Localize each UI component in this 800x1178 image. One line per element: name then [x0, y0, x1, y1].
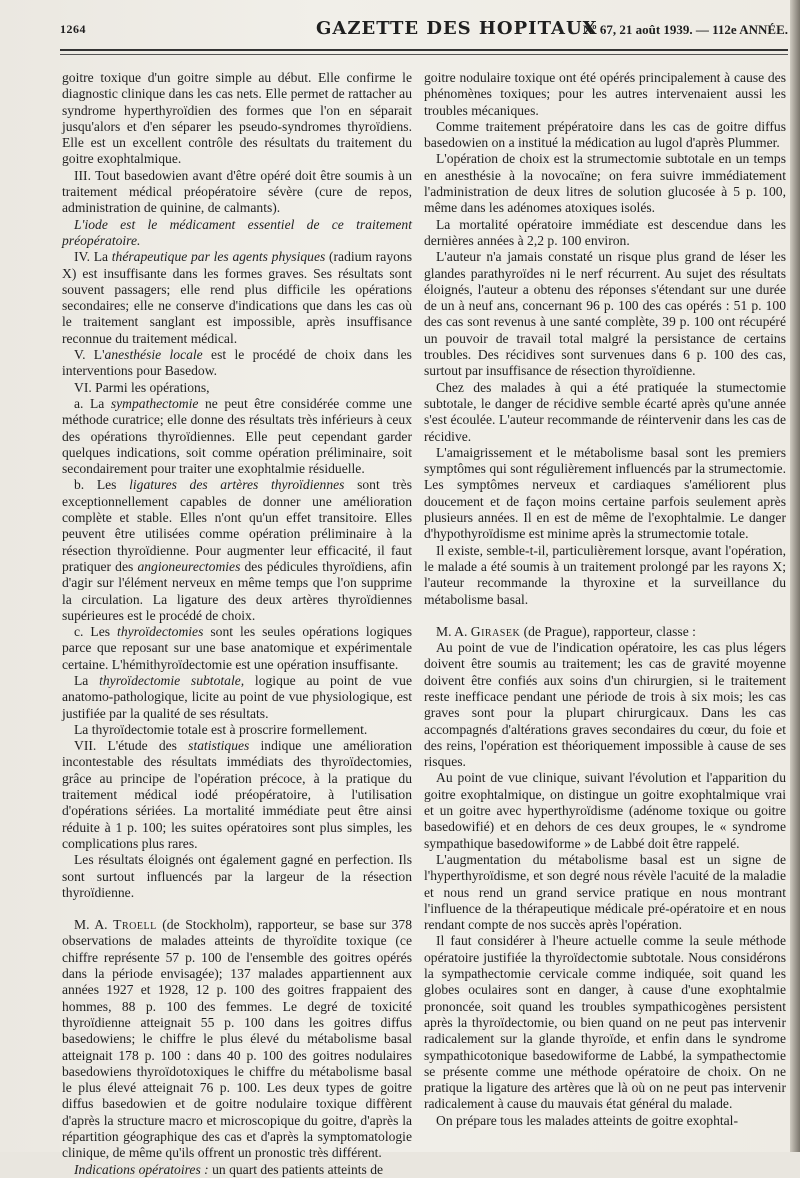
issue-info: Nº 67, 21 août 1939. — 112e ANNÉE. [582, 22, 788, 37]
paragraph: Au point de vue de l'indication opératoire, les cas plus légers doivent être soumis au traitement; les cas de gravité moyenne doivent être confiés aux soins d'un chirurgien, si le traitement reste inefficace pendant une période de trois à six mois; les cas graves sont pour la plupart chirurgicaux. Dans les cas accompagnés d'altérations graves secondaires du cœur, du foie et des reins, l'opération est théoriquement impossible à cause de ses risques. [424, 640, 786, 770]
paragraph: V. L'anesthésie locale est le procédé de choix dans les interventions pour Basedow. [62, 347, 412, 379]
right-column [424, 70, 786, 1129]
paragraph: Il existe, semble-t-il, particulièrement lorsque, avant l'opération, le malade a été soumis à un traitement prolongé par les rayons X; l'auteur recommande la thyroxine et la surveillance du métabolisme basal. [424, 542, 786, 607]
paragraph: III. Tout basedowien avant d'être opéré doit être soumis à un traitement médical préopératoire sévère (cure de repos, administration de quinine, de calmants). [62, 167, 412, 216]
paragraph: La mortalité opératoire immédiate est descendue dans les dernières années à 2,2 p. 100 environ. [424, 216, 786, 248]
left-column [62, 70, 412, 1178]
page-number: 1264 [60, 22, 86, 36]
paragraph: L'opération de choix est la strumectomie subtotale en un temps en anesthésie à la novocaïne; on fera suivre immédiatement l'administration de deux litres de solution glucosée à 5 p. 100, même dans les adénomes atoxiques isolés. [424, 151, 786, 216]
paragraph: Indications opératoires : un quart des patients atteints de [74, 1161, 384, 1177]
paragraph: M. A. Girasek (de Prague), rapporteur, classe : [436, 623, 696, 639]
paragraph: IV. La thérapeutique par les agents physiques (radium rayons X) est insuffisante dans les formes graves. Ses résultats sont souvent passagers; elle rend plus difficile les opérations secondaires; elle ne conserve d'indications que dans les cas où le traitement sanglant est impossible, après insuffisance reconnue du traitement médical. [62, 249, 413, 346]
author-name: Girasek [470, 623, 521, 639]
paragraph: VII. L'étude des statistiques indique une amélioration incontestable des résultats immédiats des thyroïdectomies, grâce au principe de l'opération précoce, à la pratique du traitement médical iodé préopératoire, à l'utilisation d'opérations sériées. La mortalité immédiate peut être ainsi réduite à 1 p. 100; les suites opératoires sont plus simples, les complications plus rares. [62, 738, 413, 851]
header-rule [60, 49, 788, 51]
paragraph: L'auteur n'a jamais constaté un risque plus grand de léser les glandes parathyroïdes ni le nerf récurrent. Au sujet des résultats éloignés, l'auteur a obtenu des réponses s'étendant sur une durée de un à neuf ans, concernant 96 p. 100 des cas opérés : 51 p. 100 des cas sont revenus à une santé complète, 39 p. 100 ont récupéré un pouvoir de travail total malgré la persistance de certains troubles. Des récidives sont survenues dans 6 p. 100 des cas, surtout par insuffisance de résection thyroïdienne. [424, 249, 786, 379]
paragraph: La thyroïdectomie subtotale, logique au point de vue anatomo-pathologique, licite au point de vue physiologique, est justifiée par la qualité de ses résultats. [62, 672, 412, 721]
paragraph: Il faut considérer à l'heure actuelle comme la seule méthode opératoire justifiée la thyroïdectomie subtotale. Nous considérons la sympathectomie cervicale comme indiquée, soit quand les globes oculaires sont en danger, à cause d'une exophtalmie prononcée, soit quand les troubles sympathicogènes persistent après la thyroïdectomie, ou bien quand on ne peut pas intervenir radicalement sur la glande thyroïde, et enfin dans le syndrome sympathicotonique basedowiforme de Labbé, la sympathectomie se présente comme une méthode opératoire de choix. On ne pratique la ligature des artères que là où on ne peut pas intervenir radicalement à cause du mauvais état général du malade. [424, 933, 786, 1112]
paragraph: b. Les ligatures des artères thyroïdiennes sont très exceptionnellement capables de donner une amélioration complète et stable. Elles n'ont qu'un effet transitoire. Elles peuvent être utilisées comme opération préliminaire à la résection thyroïdienne. Pour augmenter leur efficacité, il faut pratiquer des angioneurectomies des pédicules thyroïdiens, afin d'agir sur l'élément nerveux en même temps que l'on supprime la circulation. La ligature des deux artères thyroïdiennes supérieures est le procédé de choix. [62, 477, 413, 623]
paragraph: c. Les thyroïdectomies sont les seules opérations logiques parce que reposant sur une base anatomique et expérimentale certaine. L'hémithyroïdectomie est une opération insuffisante. [62, 624, 412, 672]
paragraph: M. A. Troell (de Stockholm), rapporteur, se base sur 378 observations de malades atteints de thyroïdite toxique (ce chiffre représente 57 p. 100 de l'ensemble des goitres opérés dans la période envisagée); 137 malades appartiennent aux années 1927 et 1928, 12 p. 100 des goitres frappaient des hommes, 88 p. 100 des femmes. Le degré de toxicité thyroïdienne atteignait 55 p. 100 dans les goitres diffus basedowiens; le chiffre le plus élevé du métabolisme basal atteignait 178 p. 100 : dans 40 p. 100 des goitres nodulaires basedowiens thyroïdotoxiques le chiffre du métabolisme basal le plus élevé atteignait 76 p. 100. Les deux types de goitre diffus basedowien et de goitre nodulaire toxique diffèrent d'après la structure macro et microscopique du goitre, d'après la répartition géographique des cas et d'après la symptomatologie clinique, de même qu'ils offrent un pronostic très différent. [62, 917, 413, 1161]
author-name: Troell [113, 917, 157, 933]
journal-title: GAZETTE DES HOPITAUX [316, 18, 598, 39]
paragraph: Au point de vue clinique, suivant l'évolution et l'apparition du goitre exophtalmique, on distingue un goitre exophtalmique vrai et un goitre avec hyperthyroïdisme (adénome toxique ou goitre basedowifié) et en dehors de ces deux groupes, le « syndrome sympathique basedowiforme » de Labbé doit être rappelé. [424, 770, 786, 851]
paragraph: VI. Parmi les opérations, [74, 379, 210, 395]
paragraph: a. La sympathectomie ne peut être considérée comme une méthode curatrice; elle donne des résultats très inférieurs à ceux des opérations thyroïdiennes. Elle peut cependant garder quelques indications, soit comme opération préliminaire, soit secondairement pour traiter une exophtalmie résiduelle. [62, 395, 412, 477]
paragraph: Comme traitement prépératoire dans les cas de goitre diffus basedowien on a institué la médication au lugol d'après Plummer. [424, 118, 786, 151]
page-edge-shadow [790, 0, 800, 1152]
paragraph: La thyroïdectomie totale est à proscrire formellement. [74, 721, 368, 737]
paragraph: L'augmentation du métabolisme basal est un signe de l'hyperthyroïdisme, et son degré nous révèle l'acuité de la maladie et nous rend un grand service pratique en nous montrant l'influence de la thérapeutique médicale pré-opératoire et en nous rendant compte de nos succès après l'opération. [424, 851, 786, 933]
paragraph: goitre nodulaire toxique ont été opérés principalement à cause des phénomènes toxiques; pour les autres intervenaient aussi les troubles mécaniques. [424, 70, 786, 118]
paragraph: L'amaigrissement et le métabolisme basal sont les premiers symptômes qui sont régulièrement influencés par la strumectomie. Les symptômes nerveux et cardiaques s'améliorent plus doucement et de façon moins certaine parfois seulement après plusieurs années. Il en est de même de l'exophtalmie. Le danger d'hypothyroïdisme est minime après la strumectomie totale. [424, 444, 786, 542]
paragraph: goitre toxique d'un goitre simple au début. Elle confirme le diagnostic clinique dans les cas nets. Elle permet de rattacher au syndrome hyperthyroïdien des formes que l'on en séparait jusqu'alors et d'en séparer les pseudo-syndromes thyroïdiens. Elle est un excellent contrôle des résultats du traitement du goitre exophtalmique. [62, 70, 412, 167]
paragraph: On prépare tous les malades atteints de goitre exophtal- [436, 1112, 738, 1128]
paragraph: L'iode est le médicament essentiel de ce traitement préopératoire. [62, 216, 412, 248]
header-rule-thin [60, 54, 788, 55]
paragraph: Chez des malades à qui a été pratiquée la stumectomie subtotale, le danger de récidive semble écarté après qu'une année s'est écoulée. L'auteur recommande de réintervenir dans les cas de récidive. [424, 379, 786, 444]
page-header [60, 16, 788, 44]
paragraph: Les résultats éloignés ont également gagné en perfection. Ils sont surtout influencés par la largeur de la résection thyroïdienne. [62, 852, 412, 900]
